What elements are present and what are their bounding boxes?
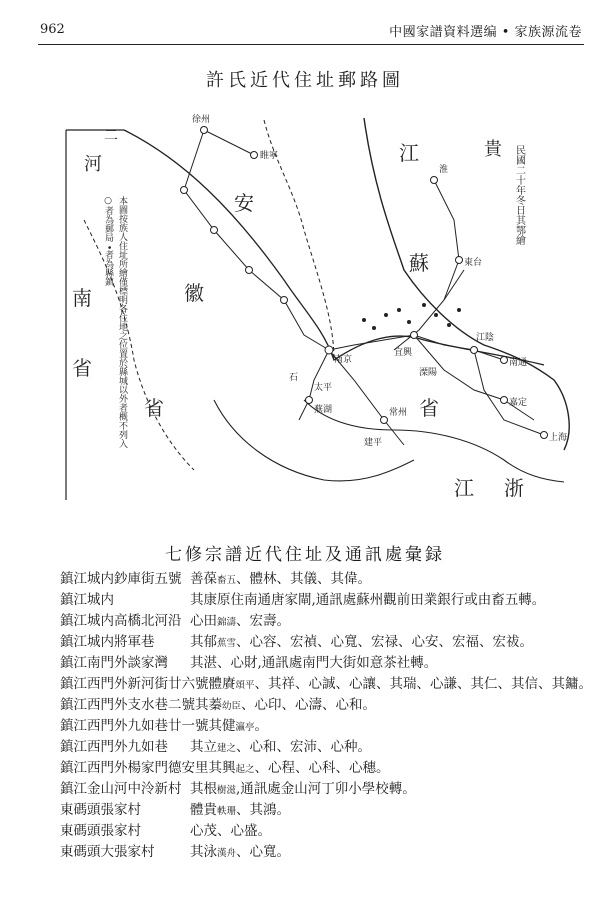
place-label: 太平 (314, 383, 333, 393)
entry-members: 其根 (190, 781, 217, 797)
entry-rest: 、其鴻。 (236, 802, 291, 818)
address-entry (60, 737, 590, 758)
entry-members: 其興 (208, 760, 236, 776)
entry-rest: ,通訊處金山河丁卯小學校轉。 (236, 781, 416, 797)
place-label: 南京 (334, 355, 353, 365)
entry-members: 體貴 (190, 802, 217, 818)
entry-note: 幼臣 (222, 701, 242, 712)
header-rule (38, 44, 584, 45)
place-label: 江陰 (476, 333, 495, 343)
map-title: 許氏近代住址郵路圖 (206, 70, 404, 91)
region-label-sheng-1: 省 (419, 396, 439, 420)
region-label-hui: 徽 (184, 281, 204, 305)
entry-note: 起之 (235, 764, 255, 775)
entry-address: 鎮江城内 (60, 592, 114, 608)
address-entry (60, 821, 590, 842)
place-label: 溧陽 (419, 368, 438, 378)
address-entry (60, 653, 590, 674)
place-label: 蕪湖 (314, 405, 333, 415)
entry-note: 瀛亭 (235, 722, 255, 733)
place-label: 常州 (389, 408, 408, 418)
postal-route-map (64, 100, 589, 510)
entry-address: 鎮江城内將軍巷 (60, 634, 155, 650)
address-entry (60, 611, 590, 632)
region-label-zhe: 浙 (504, 476, 524, 500)
entry-address: 東碼頭大張家村 (60, 844, 155, 860)
entry-address: 鎮江西門外新河街廿六號 (60, 676, 209, 692)
place-label: 上海 (549, 433, 568, 443)
address-entry (60, 779, 590, 800)
region-label-sheng-3: 省 (72, 356, 92, 380)
entry-note: 漢舟 (217, 848, 237, 859)
entry-address: 鎮江南門外談家灣 (60, 655, 168, 671)
address-entry (60, 716, 590, 737)
entry-note: 蕉雪 (217, 638, 237, 649)
region-label-jiang-1: 江 (399, 141, 419, 165)
place-label: 建平 (364, 438, 383, 448)
entry-members: 其泳 (190, 844, 217, 860)
place-label: 東台 (464, 258, 483, 268)
entry-address: 東碼頭張家村 (60, 823, 141, 839)
entry-note: 畜五 (217, 575, 237, 586)
address-entry (60, 842, 590, 863)
address-entry (60, 674, 593, 695)
entry-members: 體賡 (208, 676, 236, 692)
entry-address: 鎮江西門外支水巷二號 (60, 697, 195, 713)
entry-rest: 、體林、其儀、其偉。 (236, 571, 372, 587)
entry-members: 其健 (208, 718, 236, 734)
region-label-an: 安 (234, 191, 254, 215)
entry-rest: 。 (254, 718, 269, 734)
address-entry (60, 800, 590, 821)
entry-rest: 、心寬。 (236, 844, 291, 860)
address-entry (60, 590, 590, 611)
entry-address: 鎮江城内鈔庫街五號 (60, 571, 182, 587)
map-legend-note: 本圖按族人住址所繪僅標明各住地之位置於縣城以外者概不列入 (117, 196, 127, 448)
entry-rest: 、其祥、心誠、心讓、其瑞、心謙、其仁、其信、其鏞。 (254, 676, 593, 692)
entry-rest: 、心和、宏沛、心种。 (236, 739, 372, 755)
place-label: 宜興 (394, 348, 413, 358)
place-label: 石 (289, 373, 299, 383)
section-title: 七修宗譜近代住址及通訊處彙録 (165, 545, 445, 565)
region-label-gui: 貴 (484, 139, 502, 160)
entry-address: 東碼頭張家村 (60, 802, 141, 818)
running-head: 中國家譜資料選编 • 家族源流卷 (389, 25, 582, 40)
address-entry (60, 569, 590, 590)
place-label: 嘉定 (509, 398, 528, 408)
place-label: 徐州 (192, 115, 211, 125)
entry-address: 鎮江西門外九如巷 (60, 739, 168, 755)
entry-note: 建之 (217, 743, 237, 754)
page-number: 962 (40, 22, 65, 37)
entry-members: 善葆 (190, 571, 217, 587)
map-date-note: 民國二十年冬日其鄂繪 (513, 145, 525, 245)
region-label-nan: 南 (72, 286, 92, 310)
region-label-he: 河 (84, 154, 102, 175)
region-label-su: 蘇 (409, 251, 429, 275)
entry-members: 其郁 (190, 634, 217, 650)
entry-address: 鎮江西門外九如巷廿一號 (60, 718, 209, 734)
place-label: 睢寧 (260, 151, 279, 161)
region-label-jiang-2: 江 (454, 476, 474, 500)
entry-members: 其立 (190, 739, 217, 755)
place-label: 淮 (439, 165, 449, 175)
entry-rest: 、心容、宏禎、心寬、宏禄、心安、宏福、宏祓。 (236, 634, 534, 650)
address-list (60, 569, 593, 863)
entry-note: 軼珊 (217, 806, 237, 817)
entry-rest: 、宏壽。 (236, 613, 291, 629)
entry-members: 其蓁 (195, 697, 222, 713)
entry-note: 樹滋 (217, 785, 237, 796)
entry-rest: 、心印、心濤、心和。 (241, 697, 377, 713)
map-legend-markers: ○者為郵局 •者為縣鎮 (103, 196, 113, 287)
entry-address: 鎮江金山河中泠新村 (60, 781, 182, 797)
entry-members: 心田 (190, 613, 217, 629)
entry-members: 其康原住南通唐家閘,通訊處蘇州觀前田業銀行或由畜五轉。 (190, 592, 546, 608)
entry-members: 心茂、心盛。 (190, 823, 271, 839)
entry-address: 鎮江西門外楊家門德安里 (60, 760, 209, 776)
region-label-sheng-2: 省 (144, 396, 164, 420)
entry-note: 頌平 (235, 680, 255, 691)
entry-members: 其湛、心財,通訊處南門大街如意茶社轉。 (190, 655, 438, 671)
entry-rest: 、心程、心科、心穗。 (254, 760, 390, 776)
entry-address: 鎮江城内高橋北河沿 (60, 613, 182, 629)
place-label: 南通 (509, 358, 528, 368)
address-entry (60, 632, 590, 653)
address-entry (60, 695, 590, 716)
region-label-er: 二 (104, 128, 118, 144)
entry-note: 錦濤 (217, 617, 237, 628)
address-entry (60, 758, 590, 779)
